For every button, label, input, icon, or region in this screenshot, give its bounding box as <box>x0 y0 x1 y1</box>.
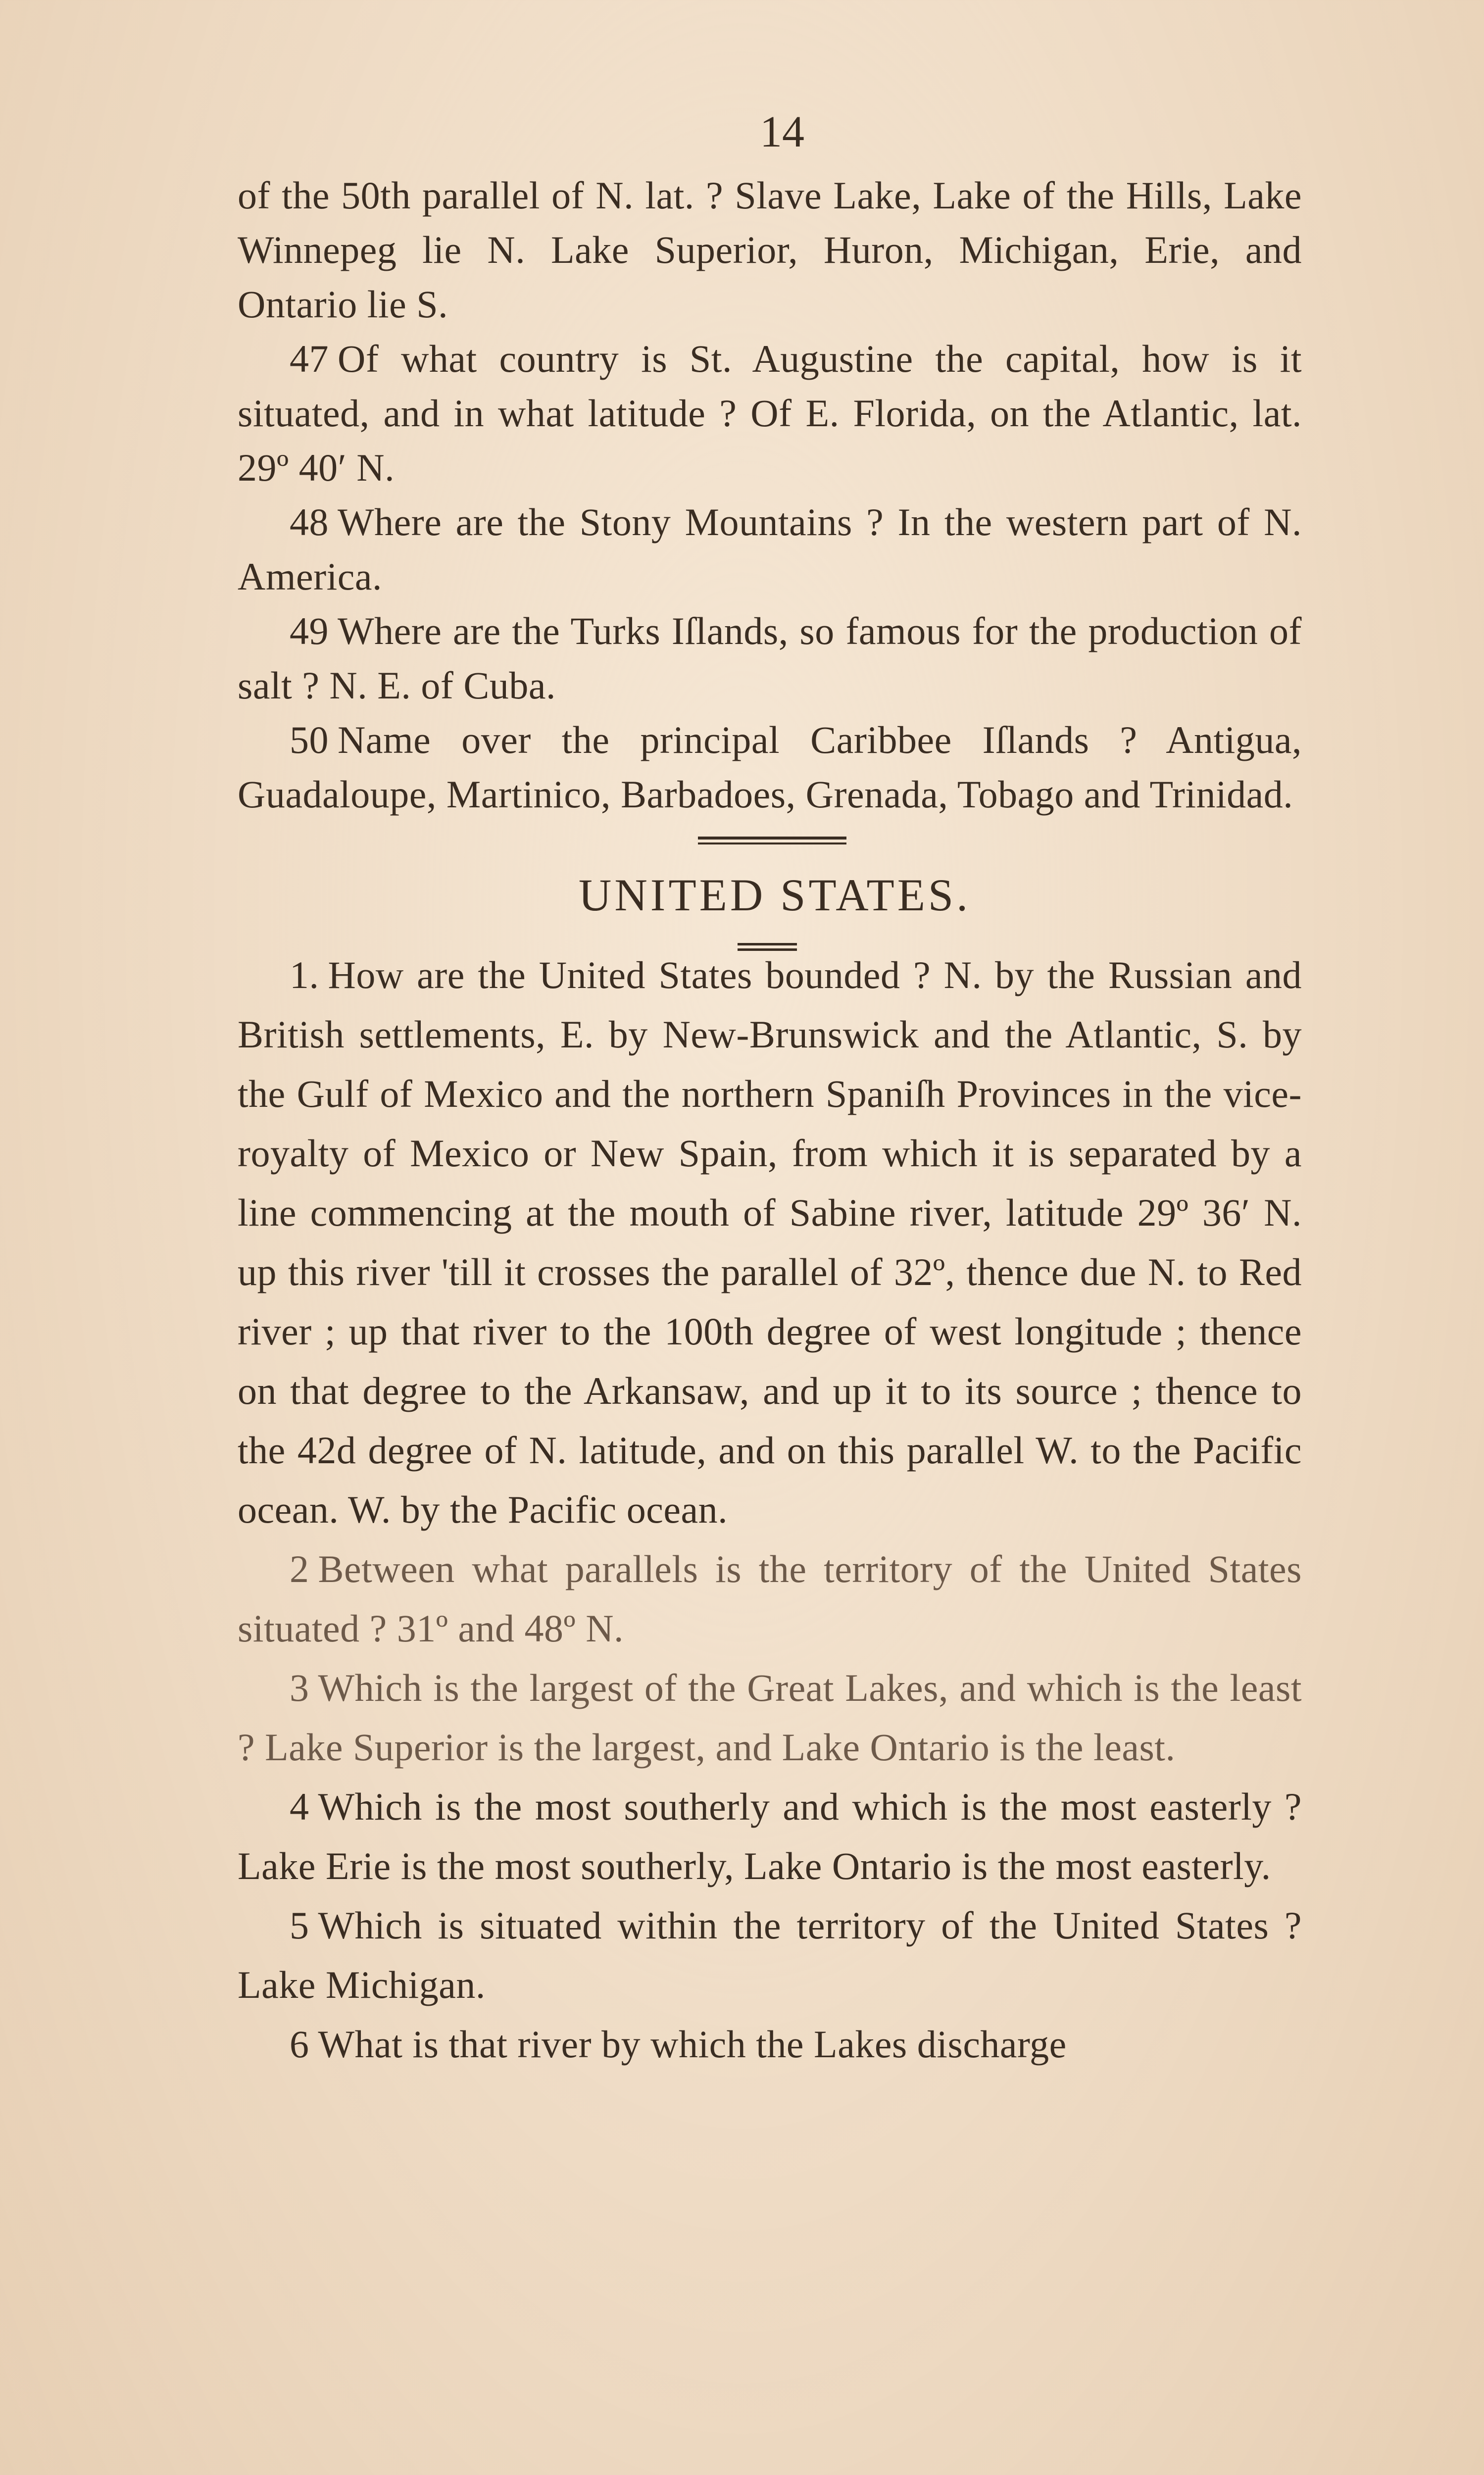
question-number: 49 <box>290 609 329 652</box>
united-states-text-block <box>238 945 1302 2074</box>
question-text: Which is situated within the territory of the United States ? Lake Michigan. <box>238 1904 1302 2006</box>
question-text: Where are the Stony Mountains ? In the western part of N. America. <box>238 500 1302 598</box>
question-number: 5 <box>290 1904 309 1947</box>
question-text: Between what parallels is the territory of the United States situated ? 31º and 48º N. <box>238 1547 1302 1650</box>
us-question-1 <box>238 945 1302 1539</box>
question-number: 3 <box>290 1666 309 1709</box>
question-text: Name over the principal Caribbee Iſlands ? Antigua, Guadaloupe, Martinico, Barbadoes, Grenada, Tobago and Trinidad. <box>238 718 1302 816</box>
question-50 <box>238 713 1302 822</box>
question-text: Which is the most southerly and which is the most easterly ? Lake Erie is the most southerly, Lake Ontario is the most easterly. <box>238 1785 1302 1887</box>
question-number: 47 <box>290 337 329 380</box>
question-49 <box>238 604 1302 713</box>
divider-line <box>698 842 846 844</box>
question-number: 6 <box>290 2023 309 2066</box>
continuation-paragraph: of the 50th parallel of N. lat. ? Slave Lake, Lake of the Hills, Lake Winnepeg lie N. Lake Superior, Huron, Michigan, Erie, and Ontario lie S. <box>238 174 1302 326</box>
section-divider <box>698 837 846 847</box>
question-48 <box>238 495 1302 604</box>
us-question-3 <box>238 1658 1302 1777</box>
question-number: 2 <box>290 1547 309 1590</box>
question-text: What is that river by which the Lakes discharge <box>318 2023 1067 2066</box>
us-question-4 <box>238 1777 1302 1896</box>
us-question-6 <box>238 2015 1302 2074</box>
question-number: 4 <box>290 1785 309 1828</box>
us-question-5 <box>238 1896 1302 2015</box>
question-text: Where are the Turks Iſlands, so famous for the production of salt ? N. E. of Cuba. <box>238 609 1302 707</box>
question-number: 50 <box>290 718 329 761</box>
top-text-block <box>238 168 1302 822</box>
divider-line <box>698 837 846 840</box>
section-heading: UNITED STATES. <box>578 870 971 920</box>
question-number: 48 <box>290 500 329 544</box>
question-number: 1. <box>290 953 319 996</box>
us-question-2 <box>238 1539 1302 1658</box>
question-text: How are the United States bounded ? N. by the Russian and British settlements, E. by New-Brunswick and the Atlantic, S. by the Gulf of Mexico and the northern Spaniſh Provinces in the vice-royalty of Mexico or New Spain, from which it is separated by a line commencing at the mouth of Sabine river, latitude 29º 36′ N. up this river 'till it crosses the parallel of 32º, thence due N. to Red river ; up that river to the 100th degree of west longitude ; thence on that degree to the Arkansaw, and up it to its source ; thence to the 42d degree of N. latitude, and on this parallel W. to the Pacific ocean. W. by the Pacific ocean. <box>238 953 1302 1531</box>
question-47 <box>238 332 1302 495</box>
question-text: Of what country is St. Augustine the capital, how is it situated, and in what latitude ? Of E. Florida, on the Atlantic, lat. 29º 40′ N. <box>238 337 1302 489</box>
page-number: 14 <box>760 107 804 156</box>
question-text: Which is the largest of the Great Lakes, and which is the least ? Lake Superior is the largest, and Lake Ontario is the least. <box>238 1666 1302 1769</box>
